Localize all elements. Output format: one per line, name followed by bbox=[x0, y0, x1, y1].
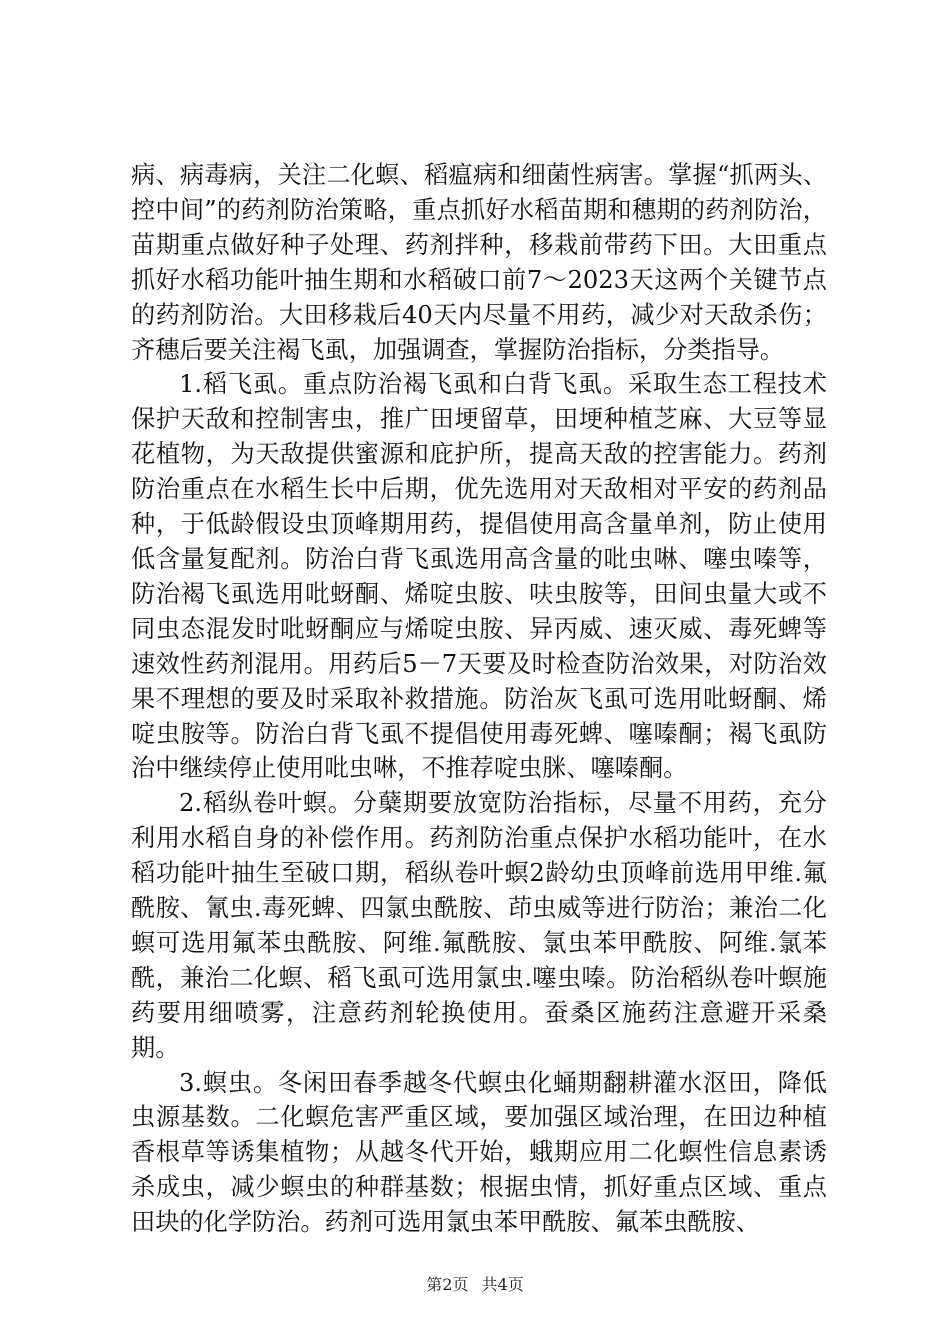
document-body bbox=[131, 158, 827, 1240]
page-total: 共4页 bbox=[481, 1275, 524, 1294]
page-footer bbox=[0, 1272, 950, 1295]
paragraph-stem-borer: 3.螟虫。冬闲田春季越冬代螟虫化蛹期翻耕灌水沤田，降低虫源基数。二化螟危害严重区域，要加强区域治理，在田边种植香根草等诱集植物；从越冬代开始，蛾期应用二化螟性信息素诱杀成虫，减少螟虫的种群基数；根据虫情，抓好重点区域、重点田块的化学防治。药剂可选用氯虫苯甲酰胺、氟苯虫酰胺、 bbox=[131, 1068, 827, 1237]
paragraph-rice-planthopper: 1.稻飞虱。重点防治褐飞虱和白背飞虱。采取生态工程技术保护天敌和控制害虫，推广田埂留草，田埂种植芝麻、大豆等显花植物，为天敌提供蜜源和庇护所，提高天敌的控害能力。药剂防治重点在水稻生长中后期，优先选用对天敌相对平安的药剂品种，于低龄假设虫顶峰期用药，提倡使用高含量单剂，防止使用低含量复配剂。防治白背飞虱选用高含量的吡虫啉、噻虫嗪等，防治褐飞虱选用吡蚜酮、烯啶虫胺、呋虫胺等，田间虫量大或不同虫态混发时吡蚜酮应与烯啶虫胺、异丙威、速灭威、毒死蜱等速效性药剂混用。用药后5－7天要及时检查防治效果，对防治效果不理想的要及时采取补救措施。防治灰飞虱可选用吡蚜酮、烯啶虫胺等。防治白背飞虱不提倡使用毒死蜱、噻嗪酮；褐飞虱防治中继续停止使用吡虫啉，不推荐啶虫脒、噻嗪酮。 bbox=[131, 370, 827, 783]
page-number: 第2页 bbox=[426, 1275, 469, 1294]
paragraph-intro: 病、病毒病，关注二化螟、稻瘟病和细菌性病害。掌握“抓两头、控中间”的药剂防治策略，重点抓好水稻苗期和穗期的药剂防治，苗期重点做好种子处理、药剂拌种，移栽前带药下田。大田重点抓好水稻功能叶抽生期和水稻破口前7～2023天这两个关键节点的药剂防治。大田移栽后40天内尽量不用药，减少对天敌杀伤；齐穗后要关注褐飞虱，加强调查，掌握防治指标，分类指导。 bbox=[131, 161, 827, 364]
paragraph-leaf-roller: 2.稻纵卷叶螟。分蘖期要放宽防治指标，尽量不用药，充分利用水稻自身的补偿作用。药剂防治重点保护水稻功能叶，在水稻功能叶抽生至破口期，稻纵卷叶螟2龄幼虫顶峰前选用甲维.氟酰胺、氰虫.毒死蜱、四氯虫酰胺、茚虫威等进行防治；兼治二化螟可选用氟苯虫酰胺、阿维.氟酰胺、氯虫苯甲酰胺、阿维.氯苯酰，兼治二化螟、稻飞虱可选用氯虫.噻虫嗪。防治稻纵卷叶螟施药要用细喷雾，注意药剂轮换使用。蚕桑区施药注意避开采桑期。 bbox=[131, 789, 827, 1062]
